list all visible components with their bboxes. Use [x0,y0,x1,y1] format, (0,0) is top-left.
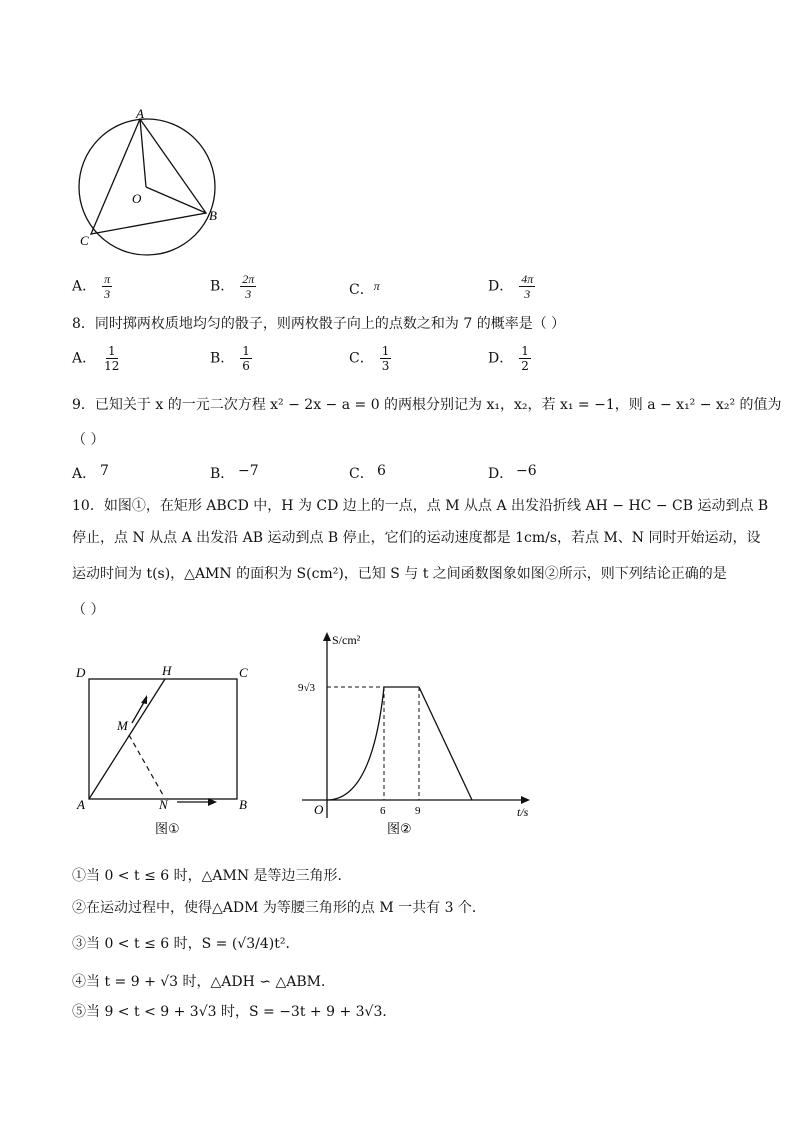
q9-stem: 9．已知关于 x 的一元二次方程 x² − 2x − a = 0 的两根分别记为 x₁，x₂，若 x₁ = −1，则 a − x₁² − x₂² 的值为 [72,397,782,413]
rectangle-figure [70,655,270,845]
q10-line-3: 运动时间为 t(s)，△AMN 的面积为 S(cm²)，已知 S 与 t 之间函数图象如图②所示，则下列结论正确的是 [72,566,727,582]
origin-label: O [314,802,324,817]
rectangle-abcd [89,679,237,799]
statement-2: ②在运动过程中，使得△ADM 为等腰三角形的点 M 一共有 3 个． [72,900,486,916]
statement-5: ⑤当 9 < t < 9 + 3√3 时，S = −3t + 9 + 3√3． [72,1004,397,1020]
statement-1: ①当 0 < t ≤ 6 时，△AMN 是等边三角形． [72,868,352,884]
q9-option-c-value: 6 [377,463,386,479]
y-axis-arrow [323,632,331,641]
segment-ah [89,679,165,799]
segment-oa [140,119,146,187]
q8-option-c: C． $\frac{1}{3}$ [349,344,390,373]
q9-option-c: C． [349,466,374,482]
q7-option-b: B． $\frac{2\pi}{3}$ [210,272,255,301]
caption-figure-1: 图① [155,822,180,837]
label-a: A [77,797,85,812]
label-b: B [239,797,247,812]
q8-option-b: B． $\frac{1}{6}$ [210,344,250,373]
x-axis-arrow [521,796,530,804]
q10-line-2: 停止，点 N 从点 A 出发沿 AB 运动到点 B 停止，它们的运动速度都是 1cm/s，若点 M、N 同时开始运动，设 [72,530,761,546]
label-n: N [159,797,168,812]
graph-figure [292,628,542,846]
q7-option-c: C．π [349,279,380,298]
segment-decrease [419,687,472,800]
q9-option-a-value: 7 [100,463,109,479]
q8-option-a: A． $\frac{1}{12}$ [72,344,120,373]
caption-figure-2: 图② [387,822,412,837]
label-c: C [80,233,89,248]
q7-option-d: D． $\frac{4\pi}{3}$ [488,272,534,301]
x-tick-6: 6 [380,805,386,817]
q9-option-b: B． [210,466,235,482]
y-tick-label: 9√3 [298,682,316,694]
x-tick-9: 9 [415,805,421,817]
curve-parabola [327,687,384,800]
label-d: D [76,665,86,680]
q9-option-d: D． [488,466,514,482]
q8-option-d: D． $\frac{1}{2}$ [488,344,529,373]
x-axis-label: t/s [517,805,529,819]
q9-paren: （ ） [72,432,105,448]
circle-figure [70,100,230,260]
label-a: A [136,106,144,121]
q9-option-b-value: −7 [238,463,259,479]
label-h: H [162,663,172,678]
triangle-abc [91,119,206,234]
segment-mn-dashed [129,735,163,795]
statement-3: ③当 0 < t ≤ 6 时，S = (√3/4)t²． [72,936,300,952]
arrow-m-head [141,695,147,704]
q9-option-a: A． [72,466,97,482]
q10-paren: （ ） [72,602,105,618]
label-c: C [239,665,248,680]
statement-4: ④当 t = 9 + √3 时，△ADH ∽ △ABM． [72,974,335,990]
q10-line-1: 10．如图①，在矩形 ABCD 中，H 为 CD 边上的一点，点 M 从点 A 出发沿折线 AH − HC − CB 运动到点 B [72,498,769,514]
label-b: B [209,208,217,223]
label-o: O [132,191,142,206]
y-axis-label: S/cm² [332,633,361,647]
label-m: M [117,718,128,733]
q9-option-d-value: −6 [516,463,537,479]
q7-option-a: A． $\frac{\pi}{3}$ [72,272,111,301]
q8-stem: 8．同时掷两枚质地均匀的骰子，则两枚骰子向上的点数之和为 7 的概率是（ ） [72,316,566,332]
